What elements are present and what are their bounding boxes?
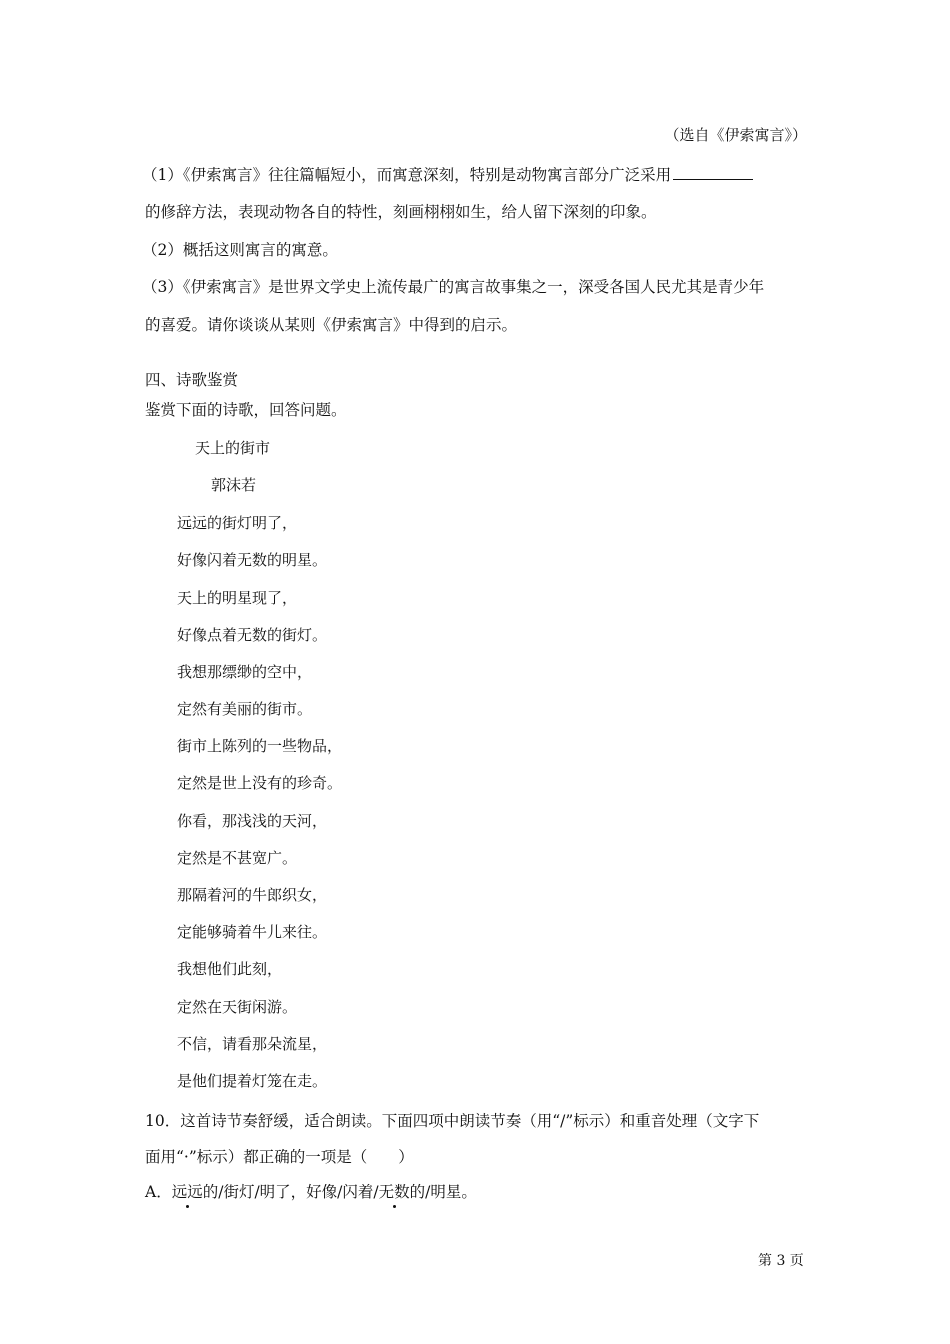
poem-author: 郭沫若 [211, 476, 257, 494]
stressed-text: 无数 [379, 1180, 410, 1202]
question-3-line2: 的喜爱。请你谈谈从某则《伊索寓言》中得到的启示。 [145, 316, 518, 334]
option-text: 的/街灯/明了，好像/闪着/ [202, 1183, 379, 1201]
option-text: 的/明星。 [409, 1183, 477, 1201]
question-10-line2: 面用“·”标示）都正确的一项是（ ） [145, 1148, 414, 1166]
poem-line: 天上的明星现了， [177, 589, 298, 607]
question-1-line2: 的修辞方法，表现动物各自的特性，刻画栩栩如生，给人留下深刻的印象。 [145, 203, 657, 221]
poem-line: 定能够骑着牛儿来往。 [177, 923, 328, 941]
poem-line: 定然在天街闲游。 [177, 998, 298, 1016]
poem-line: 定然是世上没有的珍奇。 [177, 774, 343, 792]
poem-line: 定然有美丽的街市。 [177, 700, 313, 718]
question-2: （2）概括这则寓言的寓意。 [142, 241, 338, 259]
page-number: 第 3 页 [758, 1253, 804, 1269]
poem-line: 好像点着无数的街灯。 [177, 626, 328, 644]
poem-title: 天上的街市 [195, 439, 271, 457]
poem-line: 定然是不甚宽广。 [177, 849, 298, 867]
option-a[interactable] [145, 1180, 477, 1202]
question-3-line1: （3）《伊索寓言》是世界文学史上流传最广的寓言故事集之一，深受各国人民尤其是青少年 [142, 278, 765, 296]
poem-line: 好像闪着无数的明星。 [177, 551, 328, 569]
poem-line: 远远的街灯明了， [177, 514, 298, 532]
poem-line: 是他们提着灯笼在走。 [177, 1072, 328, 1090]
question-10-line1: 10．这首诗节奏舒缓，适合朗读。下面四项中朗读节奏（用“/”标示）和重音处理（文字下 [145, 1112, 760, 1130]
poem-line: 我想他们此刻， [177, 960, 283, 978]
question-1-line1: （1）《伊索寓言》往往篇幅短小，而寓意深刻，特别是动物寓言部分广泛采用 [142, 163, 753, 185]
poem-line: 那隔着河的牛郎织女， [177, 886, 328, 904]
option-label: A． [145, 1183, 172, 1201]
section-title: 四、诗歌鉴赏 [145, 371, 239, 389]
answer-blank[interactable] [673, 165, 753, 180]
poem-line: 你看，那浅浅的天河， [177, 812, 328, 830]
source-note: （选自《伊索寓言》） [664, 126, 807, 144]
section-instruction: 鉴赏下面的诗歌，回答问题。 [145, 401, 347, 419]
poem-line: 街市上陈列的一些物品， [177, 737, 343, 755]
poem-line: 我想那缥缈的空中， [177, 663, 313, 681]
poem-line: 不信，请看那朵流星， [177, 1035, 328, 1053]
stressed-text: 远远 [172, 1180, 203, 1202]
